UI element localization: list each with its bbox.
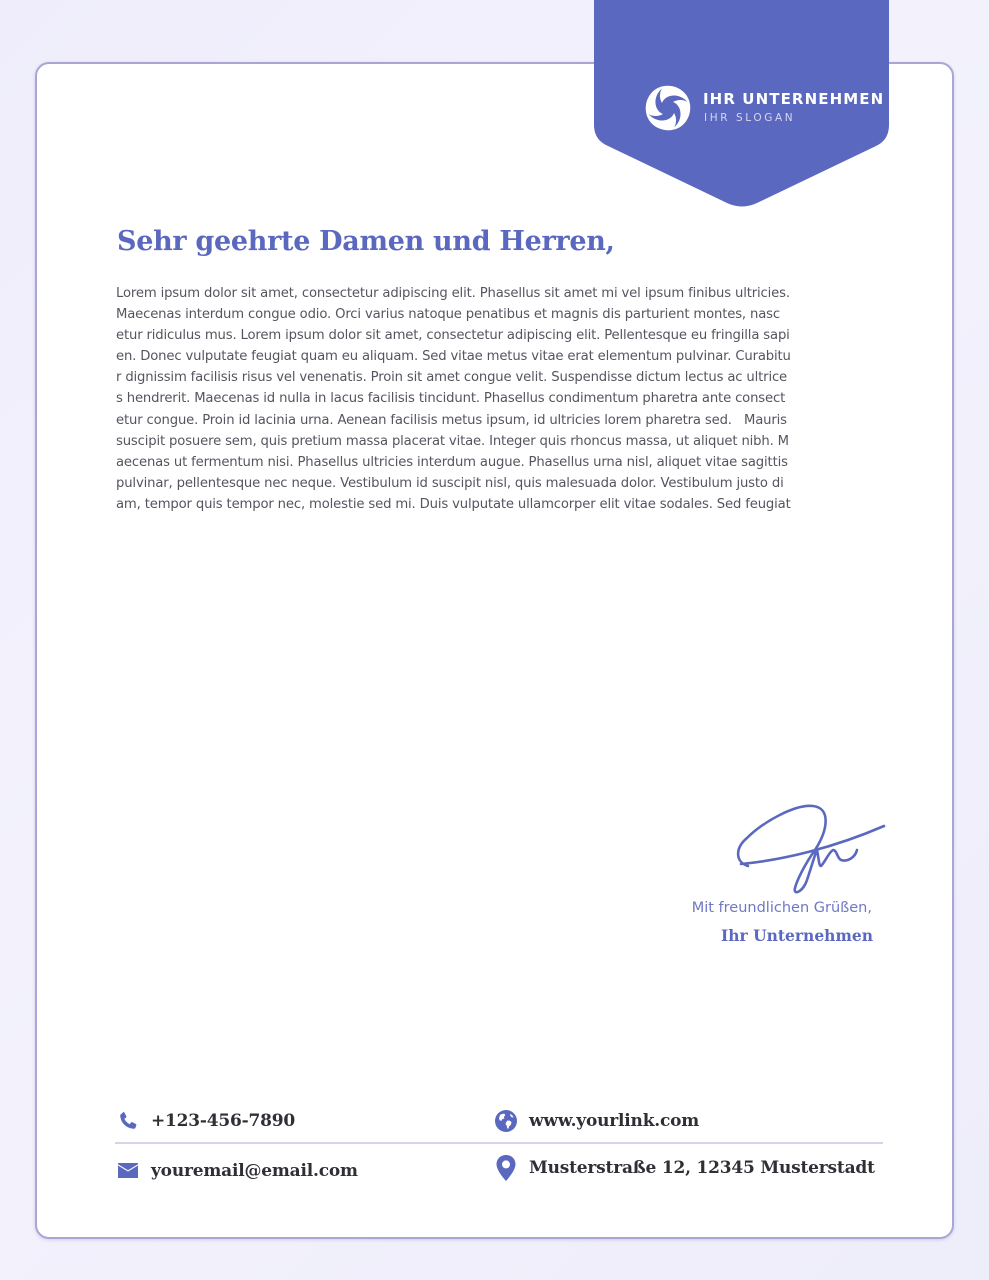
body-line: en. Donec vulputate feugiat quam eu aliquam. Sed vitae metus vitae erat elementum pulvinar. Curabitu <box>116 349 791 365</box>
header-banner <box>594 0 889 210</box>
contact-divider <box>115 1142 883 1144</box>
body-line: Maecenas interdum congue odio. Orci varius natoque penatibus et magnis dis parturient montes, nasc <box>116 307 780 323</box>
phone-icon <box>116 1109 140 1133</box>
globe-icon <box>494 1109 518 1133</box>
envelope-icon <box>116 1159 140 1183</box>
contact-website <box>494 1109 699 1133</box>
postal-address: Musterstraße 12, 12345 Musterstadt <box>529 1158 875 1178</box>
body-line: Lorem ipsum dolor sit amet, consectetur adipiscing elit. Phasellus sit amet mi vel ipsum finibus ultricies. <box>116 286 790 301</box>
body-line: aecenas ut fermentum nisi. Phasellus ultricies interdum augue. Phasellus urna nisl, aliquet vitae sagittis <box>116 454 788 470</box>
contact-email <box>116 1159 358 1183</box>
contact-phone <box>116 1109 295 1133</box>
body-line: s hendrerit. Maecenas id nulla in lacus facilisis tincidunt. Phasellus condimentum pharetra ante consect <box>116 391 786 407</box>
closing-phrase: Mit freundlichen Grüßen, <box>691 900 872 916</box>
company-name: IHR UNTERNEHMEN <box>703 90 885 108</box>
website-link[interactable]: www.yourlink.com <box>529 1111 700 1131</box>
contact-address <box>494 1156 875 1180</box>
swirl-logo-icon <box>642 82 694 134</box>
body-line: am, tempor quis tempor nec, molestie sed mi. Duis vulputate ullamcorper elit vitae sodales. Sed feugiat <box>116 496 791 512</box>
phone-number[interactable]: +123-456-7890 <box>151 1111 296 1131</box>
email-address[interactable]: youremail@email.com <box>151 1161 358 1181</box>
body-line: suscipit posuere sem, quis pretium massa placerat vitae. Integer quis rhoncus massa, ut aliquet nibh. M <box>116 433 789 449</box>
signature-image <box>733 800 888 895</box>
body-line: etur congue. Proin id lacinia urna. Aenean facilisis metus ipsum, id ultricies lorem pharetra sed. Mauris <box>116 412 787 428</box>
body-line: r dignissim facilisis risus vel venenatis. Proin sit amet congue velit. Suspendisse dictum lectus ac ultrice <box>116 370 788 386</box>
salutation-heading: Sehr geehrte Damen und Herren, <box>117 226 615 257</box>
company-slogan: IHR SLOGAN <box>704 112 796 124</box>
body-line: etur ridiculus mus. Lorem ipsum dolor sit amet, consectetur adipiscing elit. Pellentesque eu fringilla sapi <box>116 328 790 344</box>
letter-body <box>116 283 876 515</box>
closing-company-name: Ihr Unternehmen <box>721 926 873 945</box>
body-line: pulvinar, pellentesque nec neque. Vestibulum id suscipit nisl, quis malesuada dolor. Vestibulum justo di <box>116 475 784 491</box>
map-pin-icon <box>494 1156 518 1180</box>
